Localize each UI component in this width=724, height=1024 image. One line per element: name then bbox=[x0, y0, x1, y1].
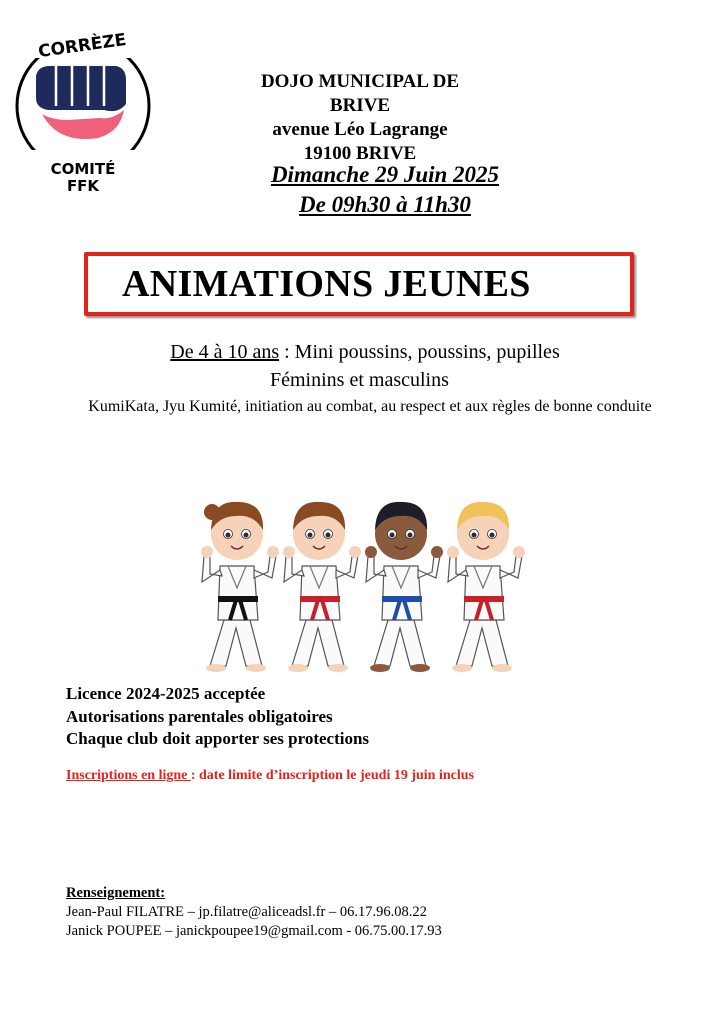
logo-bottom-text2: FFK bbox=[66, 177, 100, 194]
karate-kids-illustration bbox=[188, 470, 533, 680]
title-box bbox=[84, 252, 634, 316]
registration-label: Inscriptions en ligne bbox=[66, 768, 191, 783]
address-line2: avenue Léo Lagrange bbox=[272, 119, 448, 140]
address-line3: 19100 BRIVE bbox=[303, 143, 417, 164]
karate-kid-figure bbox=[447, 502, 525, 672]
age-categories: : Mini poussins, poussins, pupilles bbox=[279, 341, 560, 363]
comite-ffk-logo bbox=[8, 14, 158, 194]
karate-kid-figure bbox=[283, 502, 361, 672]
logo-bottom-text: COMITÉ bbox=[50, 160, 116, 178]
address-block bbox=[230, 70, 490, 166]
karate-kid-figure bbox=[365, 502, 443, 672]
contact-person: Janick POUPEE – janickpoupee19@gmail.com - 06.75.00.17.93 bbox=[66, 923, 442, 939]
address-line1: DOJO MUNICIPAL DE BRIVE bbox=[260, 71, 460, 116]
event-time: De 09h30 à 11h30 bbox=[299, 192, 471, 217]
contact-person: Jean-Paul FILATRE – jp.filatre@aliceadsl.fr – 06.17.96.08.22 bbox=[66, 904, 427, 920]
condition-item: Autorisations parentales obligatoires bbox=[66, 706, 333, 726]
age-line bbox=[60, 340, 670, 364]
logo-top-text: CORRÈZE bbox=[37, 29, 128, 63]
contact-heading: Renseignement: bbox=[66, 885, 166, 901]
age-range: De 4 à 10 ans bbox=[170, 341, 280, 363]
contact-block bbox=[66, 884, 442, 941]
condition-item: Licence 2024-2025 acceptée bbox=[66, 684, 266, 703]
event-date: Dimanche 29 Juin 2025 bbox=[270, 162, 500, 187]
registration-note bbox=[66, 768, 474, 784]
registration-detail: : date limite d’inscription le jeudi 19 juin inclus bbox=[190, 768, 474, 783]
genders: Féminins et masculins bbox=[270, 369, 449, 391]
activities: KumiKata, Jyu Kumité, initiation au combat, au respect et aux règles de bonne conduite bbox=[88, 398, 652, 415]
page-title: ANIMATIONS JEUNES bbox=[122, 263, 531, 305]
karate-kid-figure bbox=[201, 502, 279, 672]
conditions-list bbox=[66, 683, 369, 751]
event-datetime bbox=[220, 160, 550, 220]
condition-item: Chaque club doit apporter ses protections bbox=[66, 729, 370, 748]
